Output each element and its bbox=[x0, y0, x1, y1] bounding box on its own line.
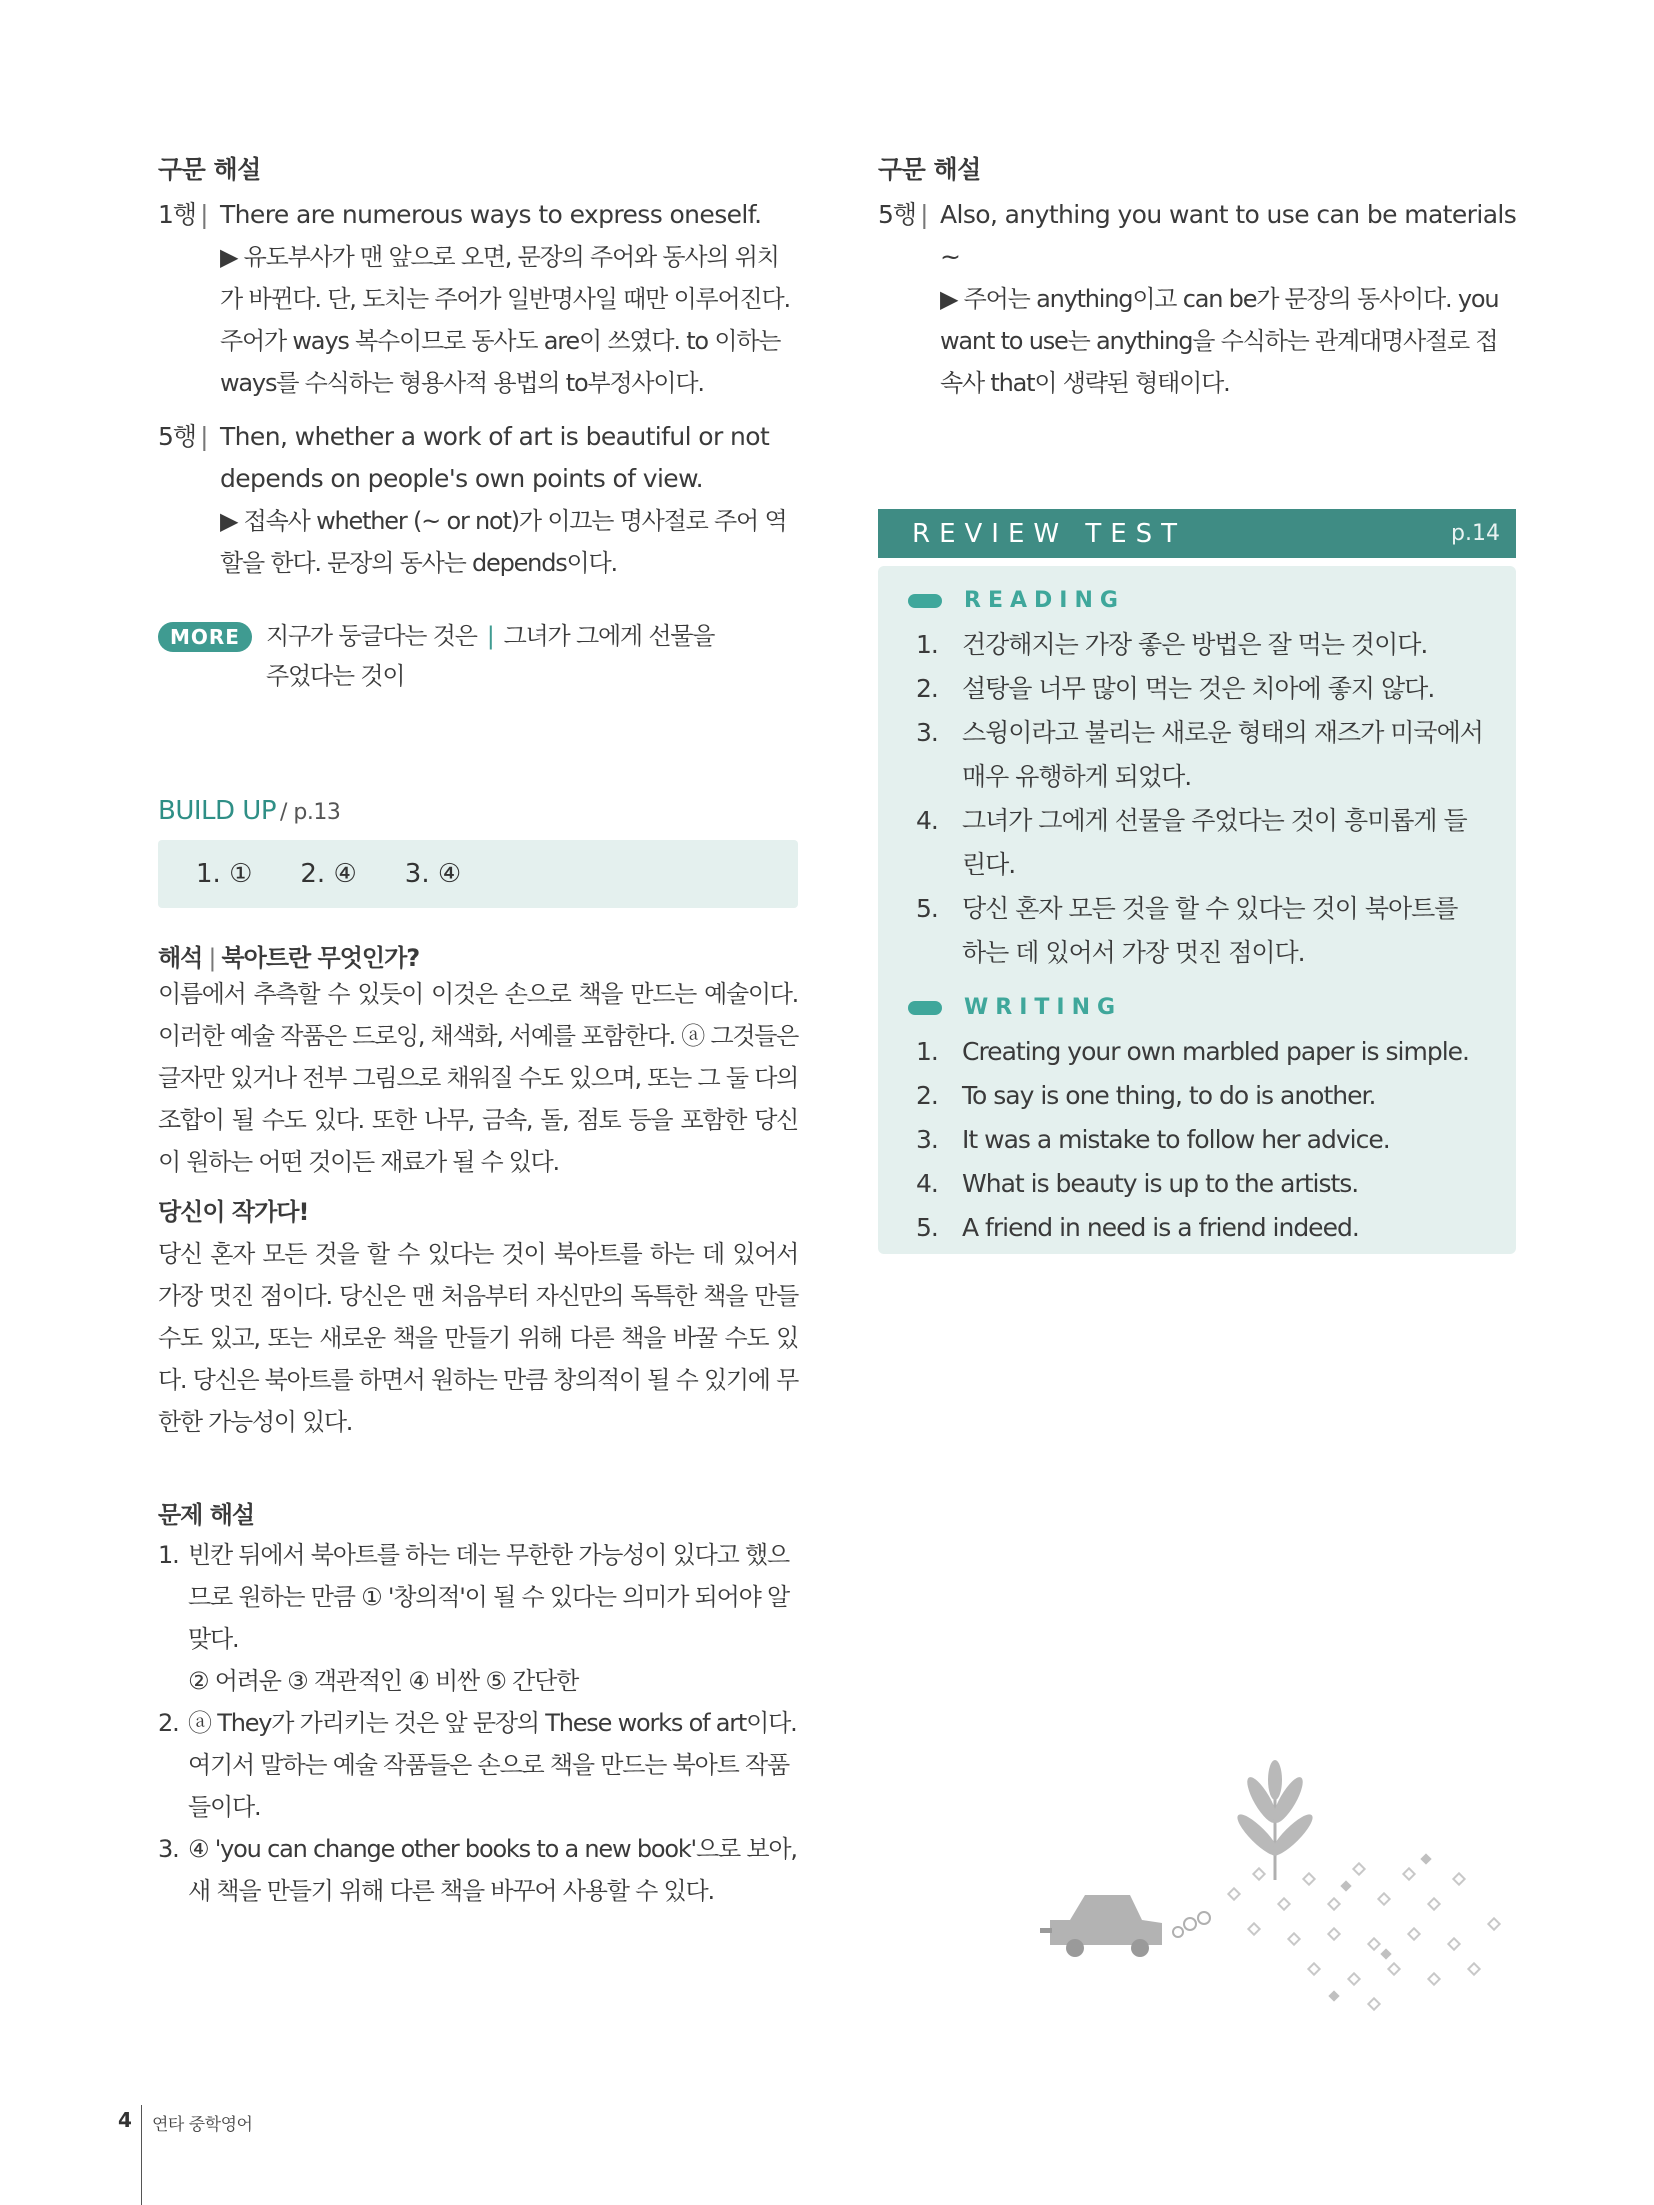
writing-heading: WRITING bbox=[908, 995, 1486, 1020]
review-test-title: REVIEW TEST bbox=[912, 518, 1187, 549]
car-plant-illustration bbox=[1030, 1760, 1530, 2020]
build-up-answers bbox=[158, 840, 798, 908]
translation-subtitle: 당신이 작가다! bbox=[158, 1198, 309, 1226]
explanation: ▶ 유도부사가 맨 앞으로 오면, 문장의 주어와 동사의 위치가 바뀐다. 단, 도치는 주어가 일반명사일 때만 이루어진다. 주어가 ways 복수이므로 동사도 are이 쓰였다. to 이하는 ways를 수식하는 형용사적 용법의 to부정사이다. bbox=[220, 243, 790, 397]
problem-item: 1. 빈칸 뒤에서 북아트를 하는 데는 무한한 가능성이 있다고 했으므로 원하는 만큼 ① '창의적'이 될 수 있다는 의미가 되어야 알맞다. ② 어려운 ③ 객관적인 ④ 비싼 ⑤ 간단한 bbox=[158, 1534, 798, 1702]
syntax-entry: 5행 | Also, anything you want to use can be materials ~ ▶ 주어는 anything이고 can be가 문장의 동사이다. you want to use는 anything을 수식하는 관계대명사절로 접속사 that이 생략된 형태이다. bbox=[878, 194, 1518, 404]
syntax-title: 구문 해설 bbox=[878, 155, 981, 184]
more-badge: MORE bbox=[158, 622, 252, 652]
page-number: 4 bbox=[118, 2108, 132, 2132]
answer: 3. ④ bbox=[404, 859, 462, 889]
reading-item: 1. 건강해지는 가장 좋은 방법은 잘 먹는 것이다. bbox=[916, 630, 1428, 659]
reading-item: 2. 설탕을 너무 많이 먹는 것은 치아에 좋지 않다. bbox=[916, 674, 1435, 703]
writing-item: 2. To say is one thing, to do is another. bbox=[916, 1081, 1376, 1110]
problem-choices: ② 어려운 ③ 객관적인 ④ 비싼 ⑤ 간단한 bbox=[188, 1667, 579, 1695]
more-text-b: 그녀가 그에게 선물을 주었다는 것이 bbox=[265, 622, 715, 690]
translation-paragraph: 당신 혼자 모든 것을 할 수 있다는 것이 북아트를 하는 데 있어서 가장 멋진 점이다. 당신은 맨 처음부터 자신만의 독특한 책을 만들 수도 있고, 또는 새로운 책을 만들기 위해 다른 책을 바꿀 수도 있다. 당신은 북아트를 하면서 원하는 만큼 창의적이 될 수 있기에 무한한 가능성이 있다. bbox=[158, 1240, 798, 1436]
problem-title: 문제 해설 bbox=[158, 1501, 255, 1529]
problem-text: ④ 'you can change other books to a new book'으로 보아, 새 책을 만들기 위해 다른 책을 바꾸어 사용할 수 있다. bbox=[188, 1835, 797, 1905]
car-icon bbox=[1040, 1895, 1162, 1957]
more-section bbox=[158, 616, 798, 696]
explanation: ▶ 주어는 anything이고 can be가 문장의 동사이다. you want to use는 anything을 수식하는 관계대명사절로 접속사 that이 생략된 형태이다. bbox=[940, 285, 1499, 397]
review-test-header bbox=[878, 509, 1516, 558]
syntax-entry: 5행 | Then, whether a work of art is beautiful or not depends on people's own points of view. ▶ 접속사 whether (~ or not)가 이끄는 명사절로 주어 역할을 한다. 문장의 동사는 depends이다. bbox=[158, 416, 798, 584]
reading-heading: READING bbox=[908, 588, 1486, 613]
footer-divider bbox=[141, 2105, 142, 2205]
translation-paragraph: 이름에서 추측할 수 있듯이 이것은 손으로 책을 만드는 예술이다. 이러한 예술 작품은 드로잉, 채색화, 서예를 포함한다. ⓐ 그것들은 글자만 있거나 전부 그림으로 채워질 수도 있으며, 또는 그 둘 다의 조합이 될 수도 있다. 또한 나무, 금속, 돌, 점토 등을 포함한 당신이 원하는 어떤 것이든 재료가 될 수 있다. bbox=[158, 980, 798, 1176]
review-test-box bbox=[878, 566, 1516, 1254]
plant-icon bbox=[1233, 1760, 1318, 1880]
writing-item: 4. What is beauty is up to the artists. bbox=[916, 1169, 1359, 1198]
answer: 1. ① bbox=[196, 859, 253, 889]
line-number: 5행 bbox=[878, 200, 917, 229]
build-up-page: / p.13 bbox=[280, 800, 341, 825]
diamond-pattern bbox=[1228, 1863, 1499, 2009]
writing-item: 3. It was a mistake to follow her advice. bbox=[916, 1125, 1390, 1154]
review-test-page: p.14 bbox=[1451, 521, 1500, 546]
english-sentence: Then, whether a work of art is beautiful or not depends on people's own points of view. bbox=[220, 422, 770, 493]
problem-text: 빈칸 뒤에서 북아트를 하는 데는 무한한 가능성이 있다고 했으므로 원하는 만큼 ① '창의적'이 될 수 있다는 의미가 되어야 알맞다. bbox=[188, 1541, 790, 1653]
answer: 2. ④ bbox=[300, 859, 357, 889]
pill-icon bbox=[908, 1001, 942, 1015]
reading-item: 4. 그녀가 그에게 선물을 주었다는 것이 흥미롭게 들린다. bbox=[916, 806, 1467, 879]
syntax-title: 구문 해설 bbox=[158, 155, 261, 184]
book-title: 연타 중학영어 bbox=[152, 2115, 253, 2135]
writing-item: 5. A friend in need is a friend indeed. bbox=[916, 1213, 1359, 1242]
right-column bbox=[878, 150, 1518, 416]
pill-icon bbox=[908, 594, 942, 608]
line-number: 5행 bbox=[158, 422, 197, 451]
more-separator: | bbox=[486, 622, 494, 650]
problem-text: ⓐ They가 가리키는 것은 앞 문장의 These works of art이다. 여기서 말하는 예술 작품들은 손으로 책을 만드는 북아트 작품들이다. bbox=[188, 1709, 797, 1821]
line-number: 1행 bbox=[158, 200, 197, 229]
syntax-entry: 1행 | There are numerous ways to express oneself. ▶ 유도부사가 맨 앞으로 오면, 문장의 주어와 동사의 위치가 바뀐다. 단, 도치는 주어가 일반명사일 때만 이루어진다. 주어가 ways 복수이므로 동사도 are이 쓰였다. to 이하는 ways를 수식하는 형용사적 용법의 to부정사이다. bbox=[158, 194, 798, 404]
more-text-a: 지구가 둥글다는 것은 bbox=[265, 622, 477, 650]
translation-heading: 해석 | 북아트란 무엇인가? bbox=[158, 944, 420, 972]
build-up-title: BUILD UP / p.13 bbox=[158, 796, 341, 826]
problem-item: 2. ⓐ They가 가리키는 것은 앞 문장의 These works of art이다. 여기서 말하는 예술 작품들은 손으로 책을 만드는 북아트 작품들이다. bbox=[158, 1702, 798, 1828]
explanation: ▶ 접속사 whether (~ or not)가 이끄는 명사절로 주어 역할을 한다. 문장의 동사는 depends이다. bbox=[220, 507, 787, 577]
reading-item: 3. 스윙이라고 불리는 새로운 형태의 재즈가 미국에서 매우 유행하게 되었다. bbox=[916, 718, 1483, 791]
problem-item: 3. ④ 'you can change other books to a new book'으로 보아, 새 책을 만들기 위해 다른 책을 바꾸어 사용할 수 있다. bbox=[158, 1828, 798, 1912]
bubbles bbox=[1173, 1912, 1210, 1937]
english-sentence: Also, anything you want to use can be materials ~ bbox=[940, 200, 1517, 271]
writing-item: 1. Creating your own marbled paper is simple. bbox=[916, 1037, 1469, 1066]
reading-item: 5. 당신 혼자 모든 것을 할 수 있다는 것이 북아트를 하는 데 있어서 가장 멋진 점이다. bbox=[916, 894, 1458, 967]
english-sentence: There are numerous ways to express oneself. bbox=[220, 200, 762, 229]
left-column bbox=[158, 150, 798, 1912]
translation-title: 북아트란 무엇인가? bbox=[221, 944, 420, 972]
